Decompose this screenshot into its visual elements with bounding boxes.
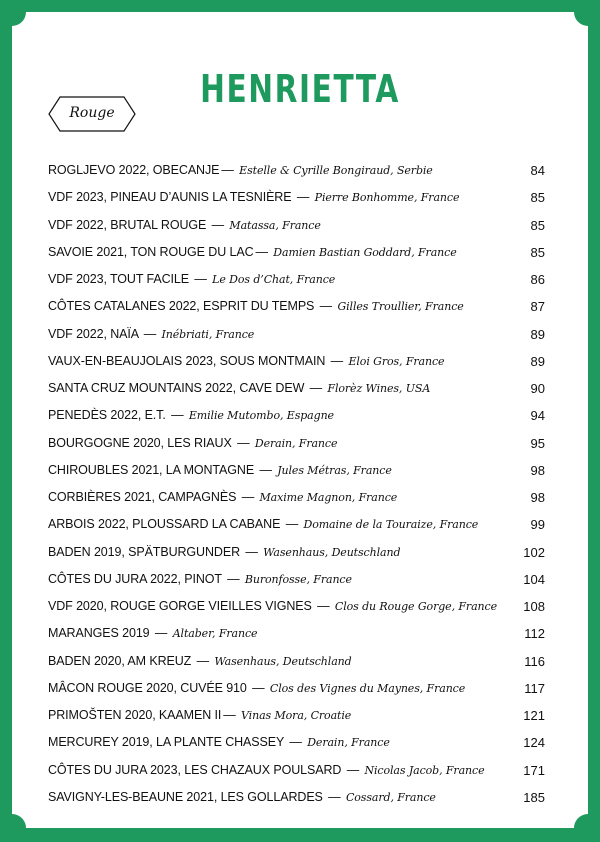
wine-price: 98 (530, 462, 545, 478)
wine-price: 98 (530, 490, 545, 505)
wine-entry (48, 593, 497, 620)
wine-row (48, 457, 545, 484)
wine-name: VDF 2023, PINEAU D’AUNIS LA TESNIÈRE (48, 190, 295, 205)
wine-price: 171 (523, 762, 545, 778)
wine-producer: Emilie Mutombo, Espagne (188, 409, 334, 423)
wine-producer: Estelle & Cyrille Bongiraud, Serbie (239, 164, 433, 177)
wine-row (48, 566, 545, 593)
wine-producer: Clos des Vignes du Maynes, France (269, 681, 466, 695)
wine-name: VAUX-EN-BEAUJOLAIS 2023, SOUS MONTMAIN (48, 353, 329, 368)
wine-entry (48, 157, 433, 184)
wine-name: VDF 2023, TOUT FACILE (48, 272, 193, 286)
wine-row (48, 511, 545, 538)
wine-name: ARBOIS 2022, PLOUSSARD LA CABANE (48, 517, 284, 532)
wine-name: MERCUREY 2019, LA PLANTE CHASSEY (48, 735, 288, 750)
wine-name: PENEDÈS 2022, E.T. (48, 408, 170, 423)
wine-name: SAVOIE 2021, TON ROUGE DU LAC (48, 244, 254, 259)
wine-price: 94 (530, 408, 545, 424)
wine-producer: Buronfosse, France (244, 572, 352, 586)
wine-entry (48, 729, 390, 756)
wine-producer: Nicolas Jacob, France (364, 763, 485, 777)
wine-name: SAVIGNY-LES-BEAUNE 2021, LES GOLLARDES (48, 789, 327, 804)
wine-row (48, 729, 545, 756)
wine-name: CORBIÈRES 2021, CAMPAGNÈS (48, 490, 240, 504)
section-badge (48, 96, 136, 132)
wine-entry (48, 484, 397, 511)
wine-name: BADEN 2019, SPÄTBURGUNDER (48, 544, 244, 559)
wine-entry (48, 402, 334, 429)
wine-entry (48, 293, 464, 320)
corner-notch (574, 814, 600, 842)
separator-dash: — (154, 626, 171, 641)
separator-dash: — (194, 272, 211, 286)
wine-row (48, 402, 545, 429)
wine-name: CHIROUBLES 2021, LA MONTAGNE (48, 462, 258, 477)
separator-dash: — (241, 490, 258, 504)
wine-name: CÔTES DU JURA 2022, PINOT (48, 571, 226, 586)
wine-row (48, 757, 545, 784)
wine-price: 112 (524, 626, 545, 642)
wine-entry (48, 266, 335, 293)
wine-name: PRIMOŠTEN 2020, KAAMEN II (48, 708, 222, 722)
wine-entry (48, 757, 485, 784)
wine-price: 117 (524, 680, 545, 696)
wine-name: CÔTES CATALANES 2022, ESPRIT DU TEMPS (48, 299, 318, 314)
wine-row (48, 593, 545, 620)
wine-producer: Damien Bastian Goddard, France (273, 245, 457, 259)
wine-price: 104 (523, 571, 545, 587)
separator-dash: — (196, 653, 213, 668)
wine-entry (48, 184, 459, 211)
wine-producer: Eloi Gros, France (348, 354, 445, 368)
wine-name: BADEN 2020, AM KREUZ (48, 653, 195, 668)
wine-producer: Wasenhaus, Deutschland (263, 545, 401, 559)
wine-row (48, 293, 545, 320)
wine-price: 86 (530, 272, 545, 287)
wine-row (48, 539, 545, 566)
separator-dash: — (309, 381, 326, 395)
wine-name: VDF 2020, ROUGE GORGE VIEILLES VIGNES (48, 599, 316, 613)
separator-dash: — (143, 326, 160, 341)
separator-dash: — (227, 571, 243, 586)
separator-dash: — (211, 217, 228, 232)
wine-name: ROGLJEVO 2022, OBECANJE (48, 163, 220, 177)
wine-price: 90 (530, 381, 545, 396)
wine-row (48, 157, 545, 184)
corner-notch (0, 814, 26, 842)
page-title: HENRIETTA (200, 67, 400, 111)
wine-name: CÔTES DU JURA 2023, LES CHAZAUX POULSARD (48, 762, 345, 777)
wine-entry (48, 321, 254, 348)
wine-entry (48, 784, 436, 811)
wine-row (48, 184, 545, 211)
wine-row (48, 702, 545, 729)
separator-dash: — (237, 435, 253, 450)
wine-name: VDF 2022, BRUTAL ROUGE (48, 217, 210, 232)
wine-producer: Derain, France (254, 436, 338, 450)
separator-dash: — (328, 789, 344, 804)
separator-dash: — (171, 408, 187, 423)
separator-dash: — (330, 353, 347, 368)
wine-row (48, 239, 545, 266)
wine-producer: Pierre Bonhomme, France (314, 191, 460, 205)
wine-row (48, 620, 545, 647)
wine-entry (48, 566, 352, 593)
wine-entry (48, 648, 352, 675)
wine-producer: Le Dos d’Chat, France (212, 273, 336, 286)
wine-producer: Gilles Troullier, France (337, 300, 464, 314)
wine-name: MARANGES 2019 (48, 626, 153, 641)
wine-price: 84 (530, 163, 545, 178)
separator-dash: — (255, 244, 272, 259)
corner-notch (574, 0, 600, 26)
wine-name: MÂCON ROUGE 2020, CUVÉE 910 (48, 680, 251, 695)
separator-dash: — (245, 544, 262, 559)
section-label: Rouge (69, 105, 115, 121)
wine-price: 99 (530, 517, 545, 533)
wine-price: 124 (523, 735, 545, 751)
separator-dash: — (319, 299, 336, 314)
wine-row (48, 212, 545, 239)
wine-entry (48, 212, 321, 239)
wine-price: 121 (523, 708, 545, 723)
wine-entry (48, 620, 257, 647)
wine-producer: Matassa, France (229, 218, 321, 232)
separator-dash: — (252, 680, 268, 695)
wine-producer: Cossard, France (345, 790, 436, 804)
wine-producer: Domaine de la Touraize, France (303, 518, 479, 532)
wine-producer: Derain, France (307, 736, 390, 750)
separator-dash: — (285, 517, 302, 532)
wine-row (48, 266, 545, 293)
wine-entry (48, 239, 457, 266)
wine-entry (48, 702, 351, 729)
wine-entry (48, 348, 444, 375)
separator-dash: — (317, 599, 333, 613)
wine-price: 108 (523, 599, 545, 614)
wine-entry (48, 511, 478, 538)
wine-price: 116 (524, 653, 545, 669)
wine-row (48, 348, 545, 375)
wine-price: 185 (523, 789, 545, 805)
wine-entry (48, 375, 430, 402)
wine-name: BOURGOGNE 2020, LES RIAUX (48, 435, 236, 450)
wine-producer: Clos du Rouge Gorge, France (334, 600, 497, 613)
wine-producer: Altaber, France (172, 627, 258, 641)
wine-row (48, 784, 545, 811)
wine-producer: Vinas Mora, Croatie (241, 709, 352, 722)
separator-dash: — (221, 163, 238, 177)
wine-price: 89 (530, 326, 545, 342)
wine-row (48, 484, 545, 511)
wine-entry (48, 430, 337, 457)
wine-producer: Maxime Magnon, France (259, 491, 398, 504)
wine-entry (48, 539, 400, 566)
wine-producer: Jules Métras, France (277, 463, 392, 477)
wine-entry (48, 675, 465, 702)
wine-row (48, 430, 545, 457)
separator-dash: — (346, 762, 363, 777)
wine-price: 85 (530, 217, 545, 233)
wine-entry (48, 457, 392, 484)
wine-price: 102 (523, 544, 545, 560)
separator-dash: — (289, 735, 306, 750)
separator-dash: — (296, 190, 313, 205)
wine-row (48, 648, 545, 675)
wine-row (48, 675, 545, 702)
wine-name: VDF 2022, NAÏA (48, 326, 142, 341)
wine-price: 87 (530, 299, 545, 315)
wine-price: 85 (530, 190, 545, 206)
wine-producer: Florèz Wines, USA (327, 382, 431, 395)
wine-price: 85 (530, 244, 545, 260)
wine-price: 95 (530, 435, 545, 451)
wine-producer: Inébriati, France (161, 327, 255, 341)
wine-name: SANTA CRUZ MOUNTAINS 2022, CAVE DEW (48, 381, 308, 395)
separator-dash: — (223, 708, 240, 722)
wine-price: 89 (530, 353, 545, 369)
wine-producer: Wasenhaus, Deutschland (214, 654, 352, 668)
wine-row (48, 321, 545, 348)
corner-notch (0, 0, 26, 26)
wine-list (48, 157, 545, 811)
wine-row (48, 375, 545, 402)
separator-dash: — (259, 462, 276, 477)
